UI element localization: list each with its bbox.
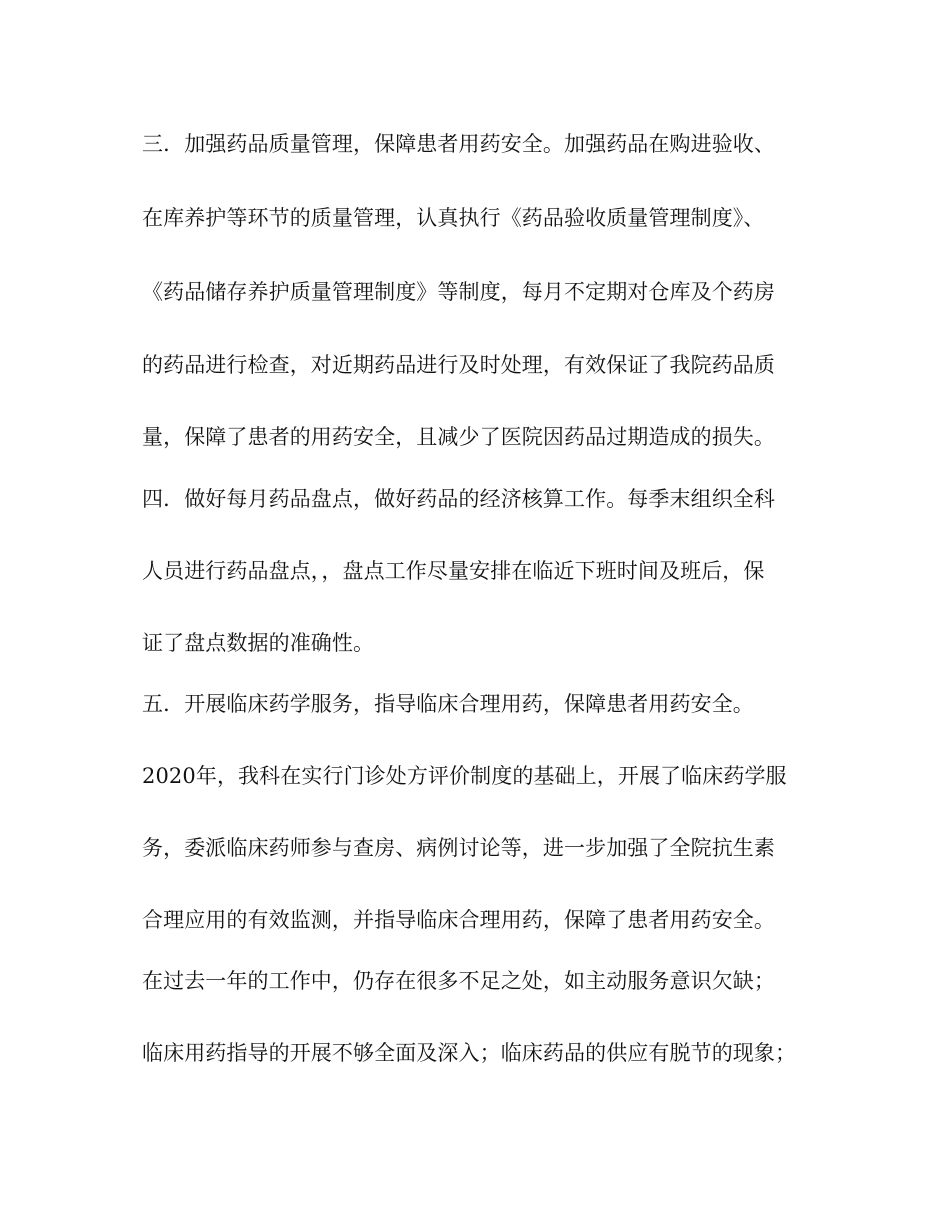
text-line-13: 在过去一年的工作中，仍存在很多不足之处，如主动服务意识欠缺； bbox=[142, 969, 775, 993]
text-line-14: 临床用药指导的开展不够全面及深入；临床药品的供应有脱节的现象； bbox=[142, 1041, 797, 1065]
text-line-2: 在库养护等环节的质量管理，认真执行《药品验收质量管理制度》、 bbox=[142, 206, 765, 230]
text-line-9: 五．开展临床药学服务，指导临床合理用药，保障患者用药安全。 bbox=[142, 692, 754, 716]
text-line-11: 务，委派临床药师参与查房、病例讨论等，进一步加强了全院抗生素 bbox=[142, 836, 775, 860]
text-line-7: 人员进行药品盘点，，盘点工作尽量安排在临近下班时间及班后，保 bbox=[142, 559, 765, 583]
text-line-10: 2020年，我科在实行门诊处方评价制度的基础上，开展了临床药学服 bbox=[142, 764, 787, 788]
text-line-3: 《药品储存养护质量管理制度》等制度，每月不定期对仓库及个药房 bbox=[142, 280, 775, 304]
text-line-12: 合理应用的有效监测，并指导临床合理用药，保障了患者用药安全。 bbox=[142, 908, 775, 932]
text-line-4: 的药品进行检查，对近期药品进行及时处理，有效保证了我院药品质 bbox=[142, 353, 775, 377]
text-line-1: 三．加强药品质量管理，保障患者用药安全。加强药品在购进验收、 bbox=[142, 132, 775, 156]
text-line-5: 量，保障了患者的用药安全，且减少了医院因药品过期造成的损失。 bbox=[142, 425, 775, 449]
text-line-8: 证了盘点数据的准确性。 bbox=[142, 631, 375, 655]
text-line-6: 四．做好每月药品盘点，做好药品的经济核算工作。每季末组织全科 bbox=[142, 487, 775, 511]
